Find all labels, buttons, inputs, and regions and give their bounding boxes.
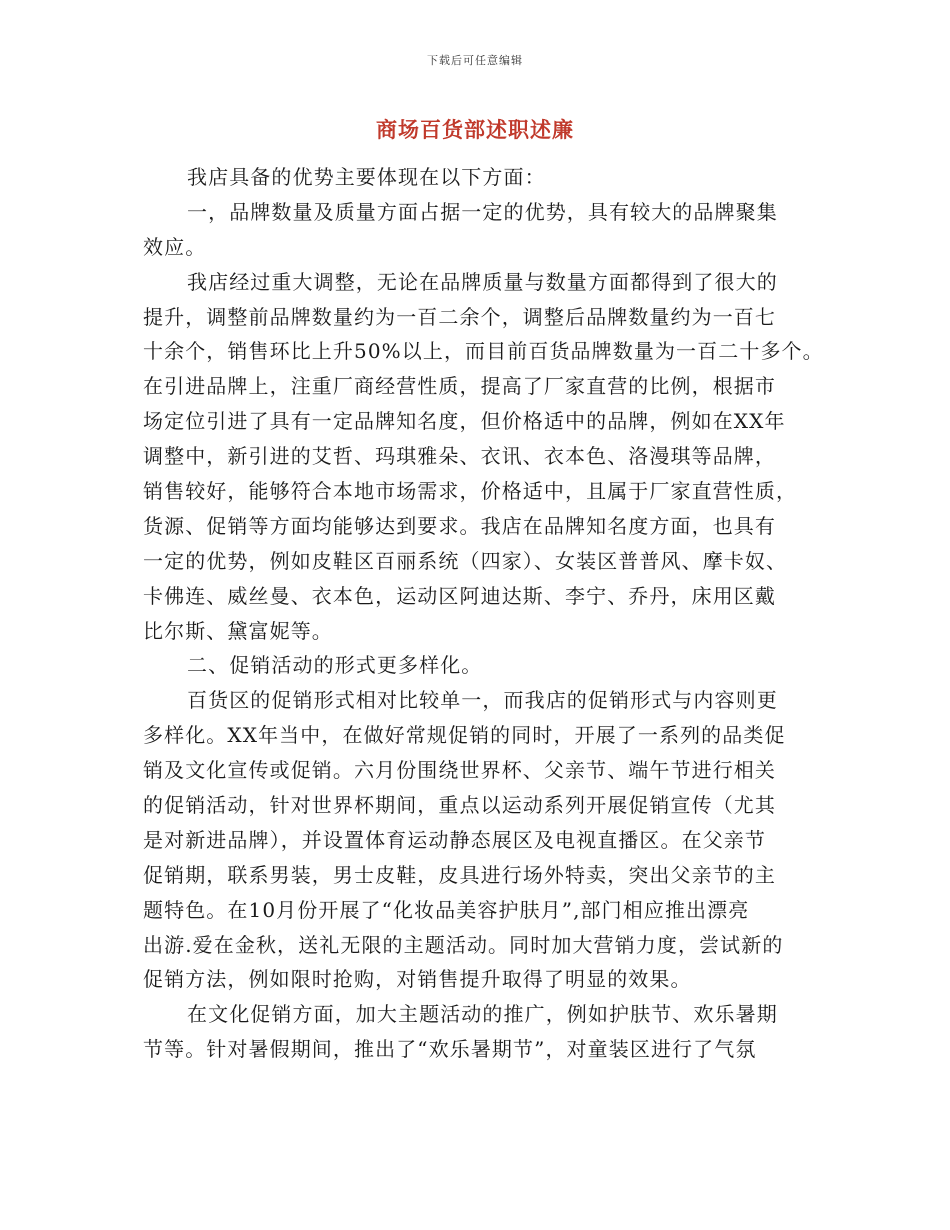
body-line: 在引进品牌上，注重厂商经营性质，提高了厂家直营的比例，根据市 — [143, 374, 776, 399]
body-line: 百货区的促销形式相对比较单一，而我店的促销形式与内容则更 — [187, 688, 778, 713]
body-line: 提升，调整前品牌数量约为一百二余个，调整后品牌数量约为一百七 — [143, 304, 776, 329]
body-line: 我店具备的优势主要体现在以下方面： — [187, 165, 546, 189]
body-line: 是对新进品牌），并设置体育运动静态展区及电视直播区。在父亲节 — [143, 827, 766, 852]
body-line: 销及文化宣传或促销。六月份围绕世界杯、父亲节、端午节进行相关 — [143, 758, 776, 783]
body-line: 出游.爱在金秋，送礼无限的主题活动。同时加大营销力度，尝试新的 — [143, 932, 784, 957]
body-line: 货源、促销等方面均能够达到要求。我店在品牌知名度方面，也具有 — [143, 513, 776, 538]
document-title: 商场百货部述职述廉 — [376, 118, 574, 142]
body-line: 节等。针对暑假期间，推出了“欢乐暑期节”，对童装区进行了气氛 — [143, 1037, 757, 1062]
body-line: 一定的优势，例如皮鞋区百丽系统（四家）、女装区普普风、摩卡奴、 — [143, 548, 788, 573]
body-line: 二、促销活动的形式更多样化。 — [187, 653, 483, 678]
body-line: 题特色。在10月份开展了“化妆品美容护肤月”,部门相应推出漂亮 — [143, 897, 750, 922]
body-line: 效应。 — [143, 234, 207, 259]
body-line: 调整中，新引进的艾哲、玛琪雅朵、衣讯、衣本色、洛漫琪等品牌， — [143, 444, 776, 469]
body-line: 比尔斯、黛富妮等。 — [143, 618, 333, 643]
body-line: 十余个，销售环比上升50%以上，而目前百货品牌数量为一百二十多个。 — [143, 339, 824, 364]
body-line: 促销方法，例如限时抢购，对销售提升取得了明显的效果。 — [143, 967, 692, 992]
body-line: 一，品牌数量及质量方面占据一定的优势，具有较大的品牌聚集 — [187, 199, 778, 224]
body-line: 促销期，联系男装，男士皮鞋，皮具进行场外特卖，突出父亲节的主 — [143, 862, 776, 887]
body-line: 卡佛连、威丝曼、衣本色，运动区阿迪达斯、李宁、乔丹，床用区戴 — [143, 583, 776, 608]
body-line: 的促销活动，针对世界杯期间，重点以运动系列开展促销宣传（尤其 — [143, 793, 776, 818]
body-line: 销售较好，能够符合本地市场需求，价格适中，且属于厂家直营性质， — [143, 479, 798, 504]
body-line: 场定位引进了具有一定品牌知名度，但价格适中的品牌，例如在XX年 — [143, 409, 786, 434]
body-line: 我店经过重大调整，无论在品牌质量与数量方面都得到了很大的 — [187, 269, 778, 294]
body-line: 在文化促销方面，加大主题活动的推广，例如护肤节、欢乐暑期 — [187, 1002, 778, 1027]
document-body — [143, 160, 833, 1067]
header-note: 下载后可任意编辑 — [427, 54, 523, 67]
body-line: 多样化。XX年当中，在做好常规促销的同时，开展了一系列的品类促 — [143, 723, 786, 748]
